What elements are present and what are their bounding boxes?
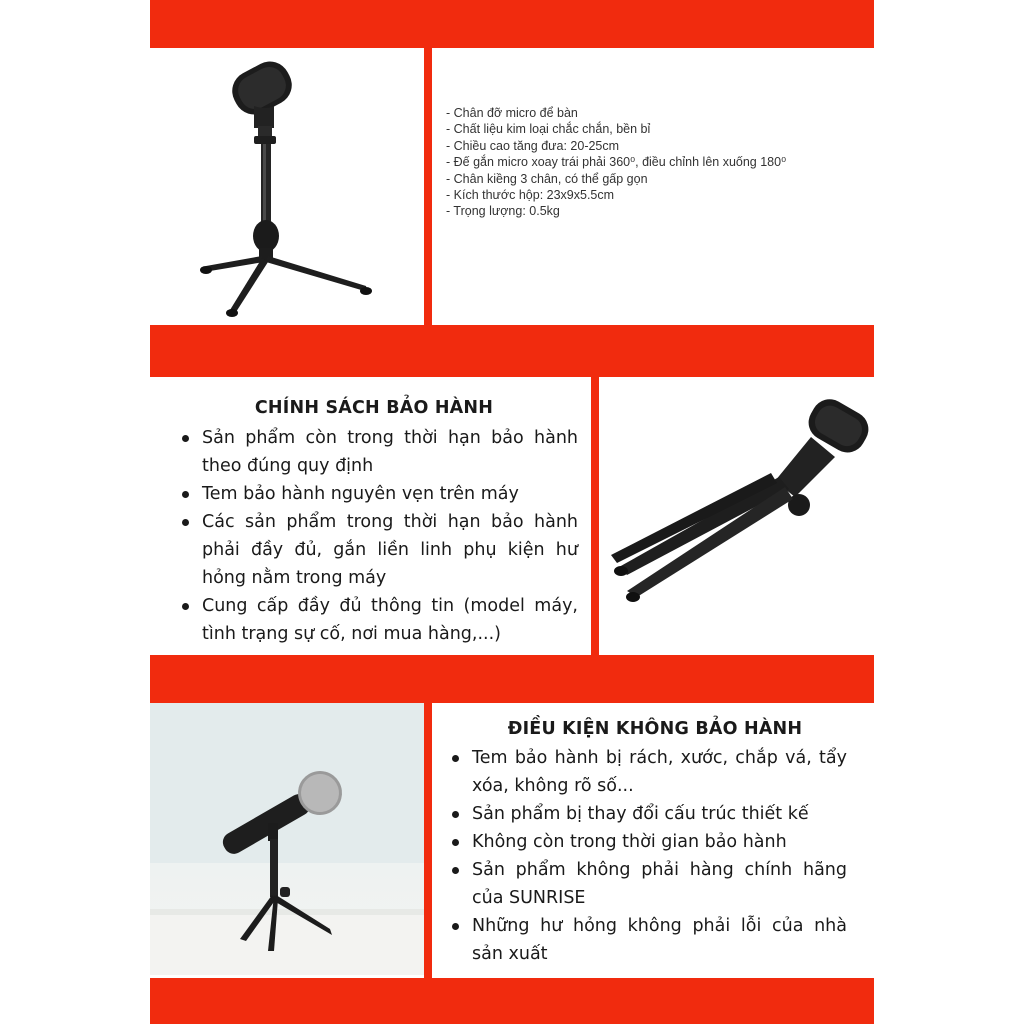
red-divider-v2: [591, 370, 599, 665]
stand-photo-panel: [150, 48, 424, 325]
red-divider-v3: [424, 695, 432, 985]
no-warranty-item: Những hư hỏng không phải lỗi của nhà sản xuất: [450, 912, 847, 968]
warranty-item: Cung cấp đầy đủ thông tin (model máy, tình trạng sự cố, nơi mua hàng,...): [180, 592, 578, 648]
folded-photo-panel: [599, 377, 874, 655]
red-divider-v1: [424, 40, 432, 335]
spec-line: - Chân đỡ micro để bàn: [446, 106, 578, 120]
warranty-item: Sản phẩm còn trong thời hạn bảo hành theo đúng quy định: [180, 424, 578, 480]
no-warranty-item: Sản phẩm không phải hàng chính hãng của SUNRISE: [450, 856, 847, 912]
no-warranty-item: Tem bảo hành bị rách, xước, chắp vá, tẩy xóa, không rõ số...: [450, 744, 847, 800]
red-band-1: [150, 325, 874, 377]
red-band-bottom: [150, 978, 874, 1024]
warranty-item: Tem bảo hành nguyên vẹn trên máy: [180, 480, 578, 508]
no-warranty-title: ĐIỀU KIỆN KHÔNG BẢO HÀNH: [507, 719, 803, 739]
no-warranty-list: [450, 744, 847, 968]
no-warranty-item: Sản phẩm bị thay đổi cấu trúc thiết kế: [450, 800, 847, 828]
spec-line: - Chân kiềng 3 chân, có thể gấp gọn: [446, 171, 648, 186]
specs-list: [446, 105, 876, 220]
red-band-2: [150, 655, 874, 703]
tripod-mic-stand-icon: [150, 48, 424, 325]
spec-line: - Đế gắn micro xoay trái phải 360⁰, điều chỉnh lên xuống 180⁰: [446, 155, 787, 170]
no-warranty-item: Không còn trong thời gian bảo hành: [450, 828, 847, 856]
spec-line: - Kích thước hộp: 23x9x5.5cm: [446, 188, 615, 203]
lifestyle-photo-panel: [150, 703, 424, 975]
warranty-title: CHÍNH SÁCH BẢO HÀNH: [254, 398, 494, 418]
warranty-item: Các sản phẩm trong thời hạn bảo hành phải đầy đủ, gắn liền linh phụ kiện hư hỏng nằm trong máy: [180, 508, 578, 592]
warranty-list: [180, 424, 578, 648]
red-band-top: [150, 0, 874, 48]
folded-mic-stand-icon: [599, 377, 874, 655]
spec-line: - Chất liệu kim loại chắc chắn, bền bỉ: [446, 122, 651, 137]
microphone-on-stand-icon: [150, 703, 424, 975]
spec-line: - Trọng lượng: 0.5kg: [446, 204, 560, 219]
spec-line: - Chiều cao tăng đưa: 20-25cm: [446, 138, 620, 153]
